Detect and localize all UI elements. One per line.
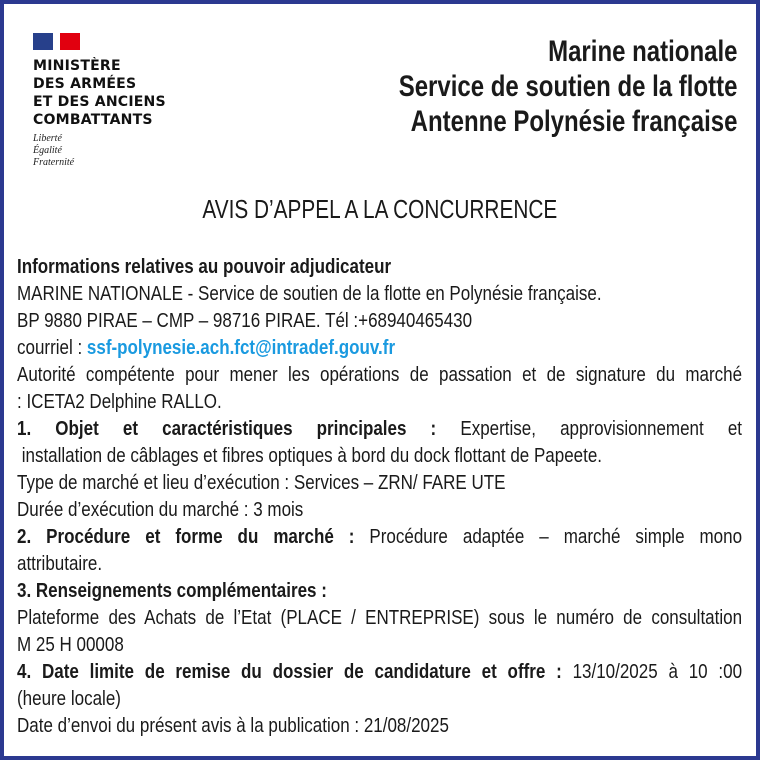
body-line: BP 9880 PIRAE – CMP – 98716 PIRAE. Tél :+68940465430 bbox=[17, 310, 473, 332]
body-line: : ICETA2 Delphine RALLO. bbox=[17, 391, 222, 413]
ministry-line: MINISTÈRE bbox=[33, 58, 121, 74]
section-heading: 3. Renseignements complémentaires : bbox=[17, 580, 327, 602]
ministry-logo bbox=[33, 33, 170, 169]
section-4-line bbox=[17, 659, 742, 686]
section-2-line bbox=[17, 524, 742, 551]
body-line: attributaire. bbox=[17, 553, 103, 575]
motto-line: Égalité bbox=[33, 145, 62, 156]
motto bbox=[33, 133, 170, 169]
issuer-header bbox=[314, 34, 737, 139]
section-heading: Informations relatives au pouvoir adjudicateur bbox=[17, 256, 392, 278]
body-text: 13/10/2025 à 10 :00 bbox=[561, 661, 743, 683]
section-heading: 4. Date limite de remise du dossier de candidature et offre : bbox=[17, 661, 562, 683]
ministry-name bbox=[33, 57, 166, 129]
body-line: Autorité compétente pour mener les opérations de passation et de signature du marché bbox=[17, 364, 743, 386]
section-heading: 1. Objet et caractéristiques principales : bbox=[17, 418, 437, 440]
body-line: installation de câblages et fibres optiques à bord du dock flottant de Papeete. bbox=[17, 445, 603, 467]
motto-line: Fraternité bbox=[33, 157, 75, 168]
body-text: Expertise, approvisionnement et bbox=[436, 418, 743, 440]
body-line: Type de marché et lieu d’exécution : Services – ZRN/ FARE UTE bbox=[17, 472, 506, 494]
issuer-line: Marine nationale bbox=[547, 35, 737, 68]
ministry-line: DES ARMÉES bbox=[33, 76, 137, 92]
issuer-line: Service de soutien de la flotte bbox=[398, 70, 737, 103]
issuer-line: Antenne Polynésie française bbox=[410, 105, 737, 138]
body-line: MARINE NATIONALE - Service de soutien de la flotte en Polynésie française. bbox=[17, 283, 602, 305]
body-line: M 25 H 00008 bbox=[17, 634, 124, 656]
body-line: Date d’envoi du présent avis à la publication : 21/08/2025 bbox=[17, 715, 449, 737]
marianne-flag-icon bbox=[33, 33, 80, 50]
notice-title bbox=[0, 194, 760, 225]
section-1-line bbox=[17, 416, 742, 443]
email-link[interactable]: ssf-polynesie.ach.fct@intradef.gouv.fr bbox=[86, 337, 396, 359]
body-line: (heure locale) bbox=[17, 688, 121, 710]
notice-body bbox=[17, 254, 742, 740]
email-label: courriel : bbox=[17, 337, 87, 359]
body-line: Durée d’exécution du marché : 3 mois bbox=[17, 499, 304, 521]
motto-line: Liberté bbox=[33, 133, 62, 144]
ministry-line: COMBATTANTS bbox=[33, 112, 153, 128]
body-text: Procédure adaptée – marché simple mono bbox=[354, 526, 743, 548]
ministry-line: ET DES ANCIENS bbox=[33, 94, 166, 110]
section-heading: 2. Procédure et forme du marché : bbox=[17, 526, 355, 548]
body-line: Plateforme des Achats de l’Etat (PLACE / ENTREPRISE) sous le numéro de consultation bbox=[17, 607, 743, 629]
notice-title-text: AVIS D’APPEL A LA CONCURRENCE bbox=[202, 194, 558, 224]
